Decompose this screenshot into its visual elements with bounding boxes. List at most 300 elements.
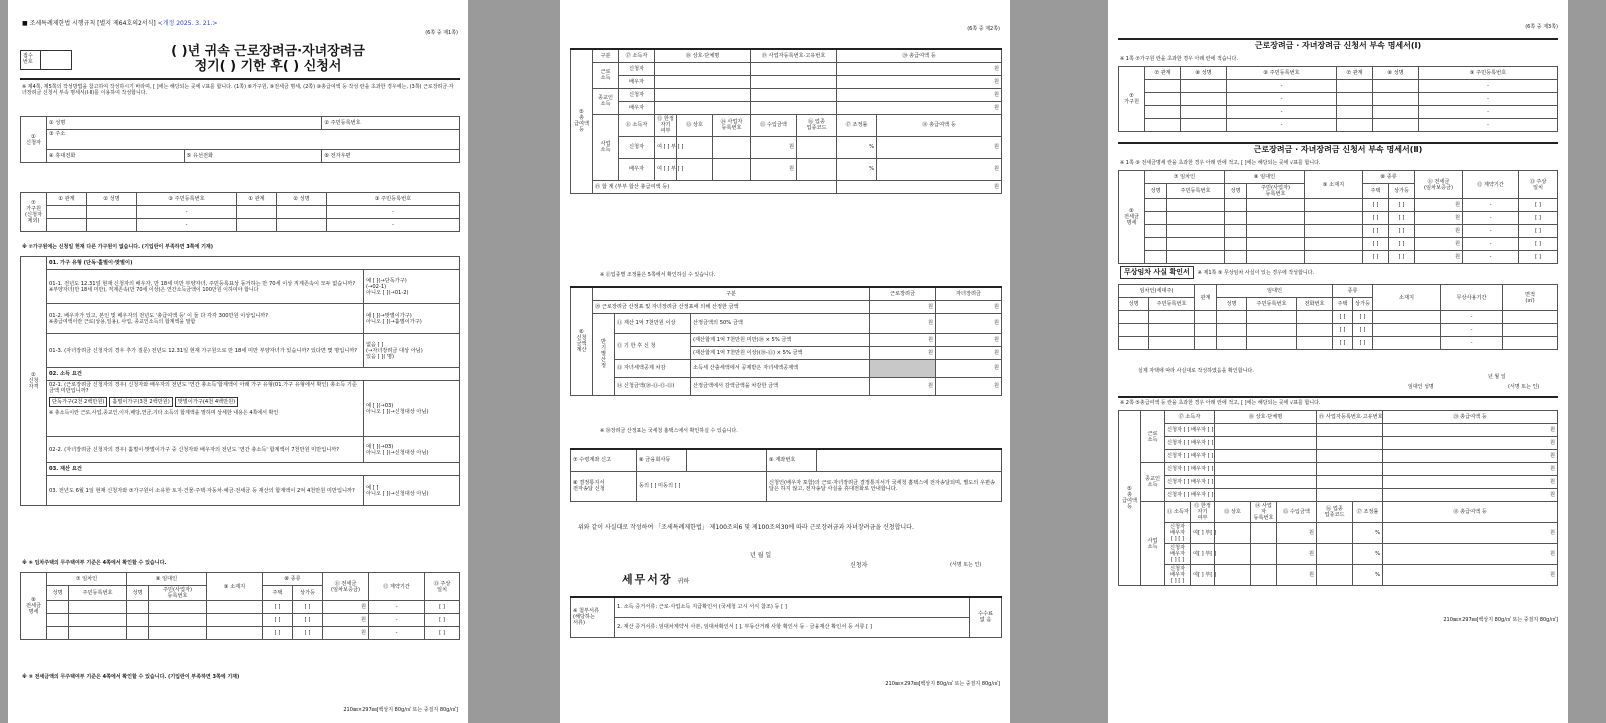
hh-cell[interactable]: - [327,206,460,219]
lease-deposit[interactable]: 원 [1415,225,1463,238]
bank-name-field[interactable] [687,449,767,471]
calc-value[interactable]: 원 [870,300,936,313]
lease-cell[interactable] [1167,212,1225,225]
annex-biz-cell[interactable] [1251,544,1277,565]
lease-check[interactable]: [ ] [293,627,323,640]
free-cell[interactable] [1119,337,1149,350]
annex-biz-industry[interactable] [1317,523,1353,544]
header-category: 구분 [593,49,619,62]
annex1-h-relation: ⑦ 관계 [1145,67,1181,80]
annex-biz-cell[interactable] [1251,523,1277,544]
free-cell[interactable] [1217,324,1247,337]
annex2-section-label: ⑨ 전세금 명세 [1119,171,1145,264]
lease-check[interactable]: [ ] [425,614,460,627]
income-section-label: ⑤ 총 급여액 등 [571,49,593,193]
free-cell[interactable] [1297,324,1333,337]
annex1-cell[interactable]: - [1419,80,1558,93]
lease-deposit[interactable]: 원 [1415,238,1463,251]
lease-cell[interactable] [1145,251,1167,264]
annex-biz-cell[interactable] [1215,523,1251,544]
annex1-cell[interactable] [1373,80,1419,93]
email-field[interactable] [322,150,460,163]
lease-check[interactable]: [ ] [1519,238,1558,251]
annex-biz-revenue[interactable]: 원 [1277,565,1317,586]
lease-cell[interactable] [1305,238,1363,251]
annex-biz-revenue[interactable]: 원 [1277,523,1317,544]
answer-01-3[interactable]: 없음 [ ] (→자녀장려금 대상 아님) 있음 [ ]( 명) [363,334,459,368]
lease-check[interactable]: [ ] [263,627,293,640]
amount-cell[interactable]: 원 [837,88,1002,101]
lease-check[interactable]: [ ] [1389,199,1415,212]
free-check[interactable]: [ ] [1353,337,1373,350]
eligibility-section-label: ② 신청 자격 [21,257,47,506]
biz-header-simple: ⑫ 한정자기 여부 [655,114,677,136]
lease-header-period: ⑫ 계약기간 [369,573,425,601]
annex1-cell[interactable]: - [1419,93,1558,106]
household-note: ※ ⑦가구원에는 신청일 현재 다른 가구원이 없습니다. (기입란이 부족하면 3쪽에 기재) [22,244,214,250]
income-divider [1118,396,1558,398]
annex-earner-select[interactable]: 신청자 [ ] 배우자 [ ] [1165,463,1215,476]
lease-cell[interactable] [207,601,263,614]
lease-cell[interactable] [1247,238,1305,251]
calc-value[interactable]: 원 [870,346,936,359]
calc-value[interactable]: 원 [870,333,936,346]
lease-header-location: ⑨ 소재지 [207,573,263,601]
annex1-cell[interactable] [1181,106,1227,119]
biz-header-total: ⑱ 총급여액 등 [877,114,1002,136]
calc-value[interactable]: 원 [936,377,1002,395]
annex2-lease-table [1118,170,1558,264]
annex1-cell[interactable]: - [1227,119,1337,132]
applicant-name-field[interactable] [47,117,322,130]
annex-biz-h-total: ⑱ 총급여액 등 [1383,502,1558,523]
lease-cell[interactable] [47,627,69,640]
annex-amount-cell[interactable]: 원 [1383,476,1558,489]
annex1-cell[interactable] [1181,119,1227,132]
lease-check[interactable]: [ ] [1363,251,1389,264]
annex1-cell[interactable]: - [1227,106,1337,119]
mobile-phone-field[interactable] [47,150,185,163]
calc-value[interactable]: 원 [936,359,1002,377]
annex-company-cell[interactable] [1215,437,1317,450]
annex-company-cell[interactable] [1215,476,1317,489]
hh-cell[interactable]: - [137,206,237,219]
free-cell[interactable] [1217,311,1247,324]
email-label: ⑥ 전자우편 [324,153,351,159]
answer-03[interactable]: 예 [ ] 아니오 [ ](→신청대상 아님) [363,476,459,506]
hh-cell[interactable]: - [137,219,237,232]
lease-sub-house: 주택 [1363,184,1389,199]
lease-cell[interactable] [1305,225,1363,238]
annex-earner-select[interactable]: 신청자 [ ] 배우자 [ ] [1165,450,1215,463]
annex-biz-earner[interactable]: 신청자 배우자 [ ] [ ] [1165,565,1191,586]
hh-cell[interactable] [87,206,137,219]
free-cell[interactable] [1503,337,1558,350]
annex1-cell[interactable] [1145,93,1181,106]
free-cell[interactable] [1119,311,1149,324]
q02-1-note: ※ 총소득이란 근로,사업,종교인,이자,배당,연금,기타 소득의 합계액을 말하며 상세한 내용은 4쪽에서 확인 [49,410,279,416]
free-check[interactable]: [ ] [1353,324,1373,337]
hh-cell[interactable] [47,219,87,232]
bizno-cell[interactable] [751,62,837,75]
annex-biz-revenue[interactable]: 원 [1277,544,1317,565]
lease-check[interactable]: [ ] [1363,238,1389,251]
biz-revenue[interactable]: 원 [751,158,797,180]
sign-mark: (서명 또는 인) [1508,384,1540,390]
annex-bizno-cell[interactable] [1317,489,1383,502]
lease-cell[interactable] [1225,199,1247,212]
annex-company-cell[interactable] [1215,463,1317,476]
annex-bizno-cell[interactable] [1317,463,1383,476]
free-check[interactable]: [ ] [1333,324,1353,337]
company-cell[interactable] [655,101,751,114]
e-delivery-options[interactable]: 동의 [ ] 미동의 [ ] [637,471,767,501]
lease-deposit[interactable]: 원 [323,601,369,614]
name-label: ① 성명 [49,120,66,126]
company-cell[interactable] [655,75,751,88]
lease-check[interactable]: [ ] [1389,251,1415,264]
calc-value[interactable]: 원 [936,333,1002,346]
annex-earner-select[interactable]: 신청자 [ ] 배우자 [ ] [1165,424,1215,437]
hh-cell[interactable] [277,219,327,232]
free-sub-rrn: 주민등록번호 [1149,298,1195,311]
calc-row-child-credit: ⑬ 자녀세액공제 차감 [615,359,691,377]
annex-earner-select[interactable]: 신청자 [ ] 배우자 [ ] [1165,476,1215,489]
annex1-cell[interactable] [1373,93,1419,106]
free-check[interactable]: [ ] [1333,337,1353,350]
answer-02-1[interactable]: 예 [ ](→03) 아니오 [ ](→신청대상 아님) [363,381,459,437]
free-cell[interactable] [1247,324,1297,337]
lease-cell[interactable] [1225,212,1247,225]
free-period[interactable]: - [1441,311,1503,324]
lease-header-type: ⑩ 종류 [1363,171,1415,184]
annex1-cell[interactable] [1373,106,1419,119]
annex1-cell[interactable] [1181,93,1227,106]
annex1-cell[interactable] [1145,80,1181,93]
lease-cell[interactable] [1247,225,1305,238]
lease-period[interactable]: - [1463,251,1519,264]
page-footer: 210㎜×297㎜[백상지 80g/㎡ 또는 중질지 80g/㎡] [885,681,1000,687]
calc-value[interactable]: 원 [936,346,1002,359]
lease-check[interactable]: [ ] [1519,251,1558,264]
lease-cell[interactable] [1247,251,1305,264]
free-h-location: 소재지 [1373,285,1441,311]
calc-value[interactable]: 원 [936,300,1002,313]
lease-cell[interactable] [1305,212,1363,225]
annex-biz-simple[interactable]: 여[ ] 부[ ] [1191,523,1215,544]
free-cell[interactable] [1149,337,1195,350]
annex-earner-select[interactable]: 신청자 [ ] 배우자 [ ] [1165,489,1215,502]
lease-cell[interactable] [1225,251,1247,264]
annex-bizno-cell[interactable] [1317,476,1383,489]
lease-check[interactable]: [ ] [1363,212,1389,225]
annex1-cell[interactable] [1373,119,1419,132]
lease-cell[interactable] [207,614,263,627]
annex-biz-rate[interactable]: % [1353,544,1383,565]
lease-cell[interactable] [1167,199,1225,212]
lease-check[interactable]: [ ] [1519,212,1558,225]
free-cell[interactable] [1297,337,1333,350]
annex-bizno-cell[interactable] [1317,424,1383,437]
annex-company-cell[interactable] [1215,450,1317,463]
annex-biz-simple[interactable]: 여[ ] 부[ ] [1191,544,1215,565]
annex-amount-cell[interactable]: 원 [1383,437,1558,450]
form-page-1 [8,0,468,723]
lease-header-deposit: ⑪ 전세금 (임차보증금) [1415,171,1463,199]
bizno-cell[interactable] [751,101,837,114]
attachment-table [570,596,1002,638]
calc-disabled-cell [870,359,936,377]
annex-biz-earner[interactable]: 신청자 배우자 [ ] [ ] [1165,523,1191,544]
annex-biz-industry[interactable] [1317,544,1353,565]
free-cell[interactable] [1503,311,1558,324]
free-check[interactable]: [ ] [1333,311,1353,324]
lease-period[interactable]: - [1463,212,1519,225]
annex-biz-industry[interactable] [1317,565,1353,586]
annex1-cell[interactable] [1181,80,1227,93]
annex1-cell[interactable] [1145,106,1181,119]
lease-deposit[interactable]: 원 [323,627,369,640]
bizno-cell[interactable] [751,75,837,88]
answer-01-2[interactable]: 예 [ ](→맞벌이가구) 아니오 [ ](→홑벌이가구) [363,304,459,334]
free-cell[interactable] [1503,324,1558,337]
free-cell[interactable] [1149,311,1195,324]
biz-revenue[interactable]: 원 [751,136,797,158]
lease-cell[interactable] [1225,238,1247,251]
annex-amount-cell[interactable]: 원 [1383,463,1558,476]
lease-cell[interactable] [149,627,207,640]
annex-biz-simple[interactable]: 여[ ] 부[ ] [1191,565,1215,586]
account-label: ⑦ 수령계좌 신고 [571,449,637,471]
annex-business-label: 사업 소득 [1141,502,1165,586]
annex1-table [1118,66,1558,132]
lease-cell[interactable] [1145,199,1167,212]
annex-earner-select[interactable]: 신청자 [ ] 배우자 [ ] [1165,437,1215,450]
lease-header-landlord: ⑧ 임대인 [127,573,207,586]
lease-cell[interactable] [127,601,149,614]
annex1-cell[interactable] [1337,119,1373,132]
annex1-cell[interactable] [1337,80,1373,93]
lease-period[interactable]: - [369,627,425,640]
free-cell[interactable] [1247,337,1297,350]
page-mark: (6쪽 중 제3쪽) [1525,24,1558,30]
page-mark: (6쪽 중 제1쪽) [425,30,458,36]
calc-row-asset: ⑪ 재산 1억 7천만원 이상 [615,313,691,333]
annex1-cell[interactable]: - [1227,80,1337,93]
company-cell[interactable] [655,88,751,101]
calc-header-category: 구분 [593,287,870,300]
lease-deposit[interactable]: 원 [323,614,369,627]
annex-biz-rate[interactable]: % [1353,523,1383,544]
receipt-number-field[interactable] [41,51,71,69]
lease-header-landlord: ⑧ 임대인 [1225,171,1305,184]
earner-spouse: 배우자 [619,101,655,114]
lease-cell[interactable] [69,601,127,614]
free-cell[interactable] [1149,324,1195,337]
lease-cell[interactable] [69,627,127,640]
lease-period[interactable]: - [369,601,425,614]
annex-bizno-cell[interactable] [1317,450,1383,463]
annex-biz-cell[interactable] [1215,565,1251,586]
account-no-field[interactable] [817,449,1002,471]
lease-check[interactable]: [ ] [1363,199,1389,212]
biz-simple-check[interactable]: 여 [ ] 부 [ ] [655,136,677,158]
hh-cell[interactable]: - [327,219,460,232]
free-cell[interactable] [1373,311,1441,324]
tax-office-label: 세무서장 [622,573,673,586]
bizno-cell[interactable] [751,88,837,101]
attachment-item-2[interactable]: 2. 재산 증거서류: 임대차계약서 사본, 임대차확인서 [ ], 부동산거래 사항 확인서 등 · 금융재산 확인서 등 서류 [ ] [615,617,970,637]
lease-check[interactable]: [ ] [293,601,323,614]
free-cell[interactable] [1247,311,1297,324]
annex-biz-total[interactable]: 원 [1383,544,1558,565]
free-cell[interactable] [1373,337,1441,350]
annex-biz-earner[interactable]: 신청자 배우자 [ ] [ ] [1165,544,1191,565]
landline-field[interactable] [184,150,322,163]
lease-cell[interactable] [47,614,69,627]
annex1-cell[interactable] [1337,106,1373,119]
lease-period[interactable]: - [369,614,425,627]
annex-amount-cell[interactable]: 원 [1383,424,1558,437]
lease-cell[interactable] [47,601,69,614]
lease-cell[interactable] [1145,238,1167,251]
calc-value[interactable]: 원 [936,313,1002,333]
free-check[interactable]: [ ] [1353,311,1373,324]
annex-bizno-cell[interactable] [1317,437,1383,450]
annex1-cell[interactable]: - [1227,93,1337,106]
amount-cell[interactable]: 원 [837,75,1002,88]
annex-religious-label: 종교인 소득 [1141,463,1165,502]
annex1-cell[interactable]: - [1419,119,1558,132]
free-cell[interactable] [1195,324,1217,337]
biz-simple-check[interactable]: 여 [ ] 부 [ ] [655,158,677,180]
annex-amount-cell[interactable]: 원 [1383,450,1558,463]
free-cell[interactable] [1119,324,1149,337]
lease-check[interactable]: [ ] [263,614,293,627]
free-cell[interactable] [1373,324,1441,337]
lease-period[interactable]: - [1463,199,1519,212]
lease-cell[interactable] [69,614,127,627]
applicant-rrn-field[interactable] [322,117,460,130]
annex-biz-cell[interactable] [1215,544,1251,565]
lease-cell[interactable] [1247,212,1305,225]
annex-amount-cell[interactable]: 원 [1383,489,1558,502]
hh-cell[interactable] [237,219,277,232]
biz-cell[interactable] [713,158,751,180]
lease-cell[interactable] [1247,199,1305,212]
lease-cell[interactable] [127,614,149,627]
lease-cell[interactable] [1225,225,1247,238]
hh-cell[interactable] [237,206,277,219]
lease-check[interactable]: [ ] [425,627,460,640]
biz-total[interactable]: 원 [877,136,1002,158]
calc-row-final: ⑭ 신청금액(⑳-⑪-⑫-⑬) [615,377,691,395]
biz-rate[interactable]: % [837,158,877,180]
lease-period[interactable]: - [1463,238,1519,251]
lease-cell[interactable] [127,627,149,640]
annex-biz-total[interactable]: 원 [1383,523,1558,544]
annex-biz-total[interactable]: 원 [1383,565,1558,586]
free-period[interactable]: - [1441,324,1503,337]
amount-cell[interactable]: 원 [837,62,1002,75]
earner-spouse: 배우자 [619,75,655,88]
biz-industry[interactable] [797,136,837,158]
lease-period[interactable]: - [1463,225,1519,238]
calc-value[interactable]: 원 [870,313,936,333]
lease-check[interactable]: [ ] [1363,225,1389,238]
hh-cell[interactable] [277,206,327,219]
lease-check[interactable]: [ ] [1389,212,1415,225]
annex-wage-label: 근로 소득 [1141,411,1165,463]
answer-02-2[interactable]: 예 [ ](→03) 아니오 [ ](→신청대상 아님) [363,437,459,463]
amount-cell[interactable]: 원 [837,101,1002,114]
lease-cell[interactable] [149,614,207,627]
page-mark: (6쪽 중 제2쪽) [967,26,1000,32]
biz-industry[interactable] [797,158,837,180]
lease-cell[interactable] [1145,225,1167,238]
annex1-cell[interactable]: - [1419,106,1558,119]
lease-deposit[interactable]: 원 [1415,212,1463,225]
answer-01-1[interactable]: 예 [ ](→단독가구) (→02-1) 아니오 [ ](→01-2) [363,270,459,304]
lease-check[interactable]: [ ] [1389,225,1415,238]
biz-total[interactable]: 원 [877,158,1002,180]
lease-check[interactable]: [ ] [263,601,293,614]
free-cell[interactable] [1217,337,1247,350]
lease-cell[interactable] [1305,251,1363,264]
lease-cell[interactable] [1305,199,1363,212]
annex-h-company: ⑱ 상호·단체명 [1215,411,1317,424]
free-cell[interactable] [1195,311,1217,324]
calc-value[interactable]: 원 [870,377,936,395]
lease-deposit[interactable]: 원 [1415,199,1463,212]
free-cell[interactable] [1297,311,1333,324]
calc-row-late-desc-1: (재산합계 1억 7천만원 미만)⑳ × 5% 금액 [691,333,870,346]
biz-rate[interactable]: % [837,136,877,158]
lease-cell[interactable] [1167,251,1225,264]
income-total-value[interactable]: 원 [837,180,1002,193]
lease-cell[interactable] [207,627,263,640]
annex-biz-cell[interactable] [1251,565,1277,586]
applicant-address-field[interactable] [47,130,460,150]
biz-cell[interactable] [713,136,751,158]
annex1-cell[interactable] [1145,119,1181,132]
lease-cell[interactable] [1145,212,1167,225]
free-period[interactable]: - [1441,337,1503,350]
lease-check[interactable]: [ ] [1519,199,1558,212]
annex-company-cell[interactable] [1215,489,1317,502]
income-total-label: ⑲ 합 계 (부부 합산 총급여액 등) [593,180,837,193]
annex1-divider [1118,38,1558,40]
company-cell[interactable] [655,62,751,75]
annex-biz-rate[interactable]: % [1353,565,1383,586]
lease-deposit[interactable]: 원 [1415,251,1463,264]
wage-income-label: 근로 소득 [593,62,619,88]
lease-check[interactable]: [ ] [1389,238,1415,251]
lease-check[interactable]: [ ] [425,601,460,614]
attachment-item-1[interactable]: 1. 소득 증거서류: 근로·사업소득 지급확인서 (국세청 고시 서식 참조) 등 [ ] [615,597,970,617]
lease-check[interactable]: [ ] [1519,225,1558,238]
lease-check[interactable]: [ ] [293,614,323,627]
lease-cell[interactable] [1167,238,1225,251]
annex1-cell[interactable] [1337,93,1373,106]
annex-company-cell[interactable] [1215,424,1317,437]
hh-cell[interactable] [87,219,137,232]
q01-1-note: ※부양자녀(만 18세 미만), 직계존속(만 70세 이상)은 연간소득금액이 100만원 이하여야 합니다 [49,286,259,293]
lease-cell[interactable] [1167,225,1225,238]
free-cell[interactable] [1195,337,1217,350]
lease-cell[interactable] [149,601,207,614]
hh-cell[interactable] [47,206,87,219]
